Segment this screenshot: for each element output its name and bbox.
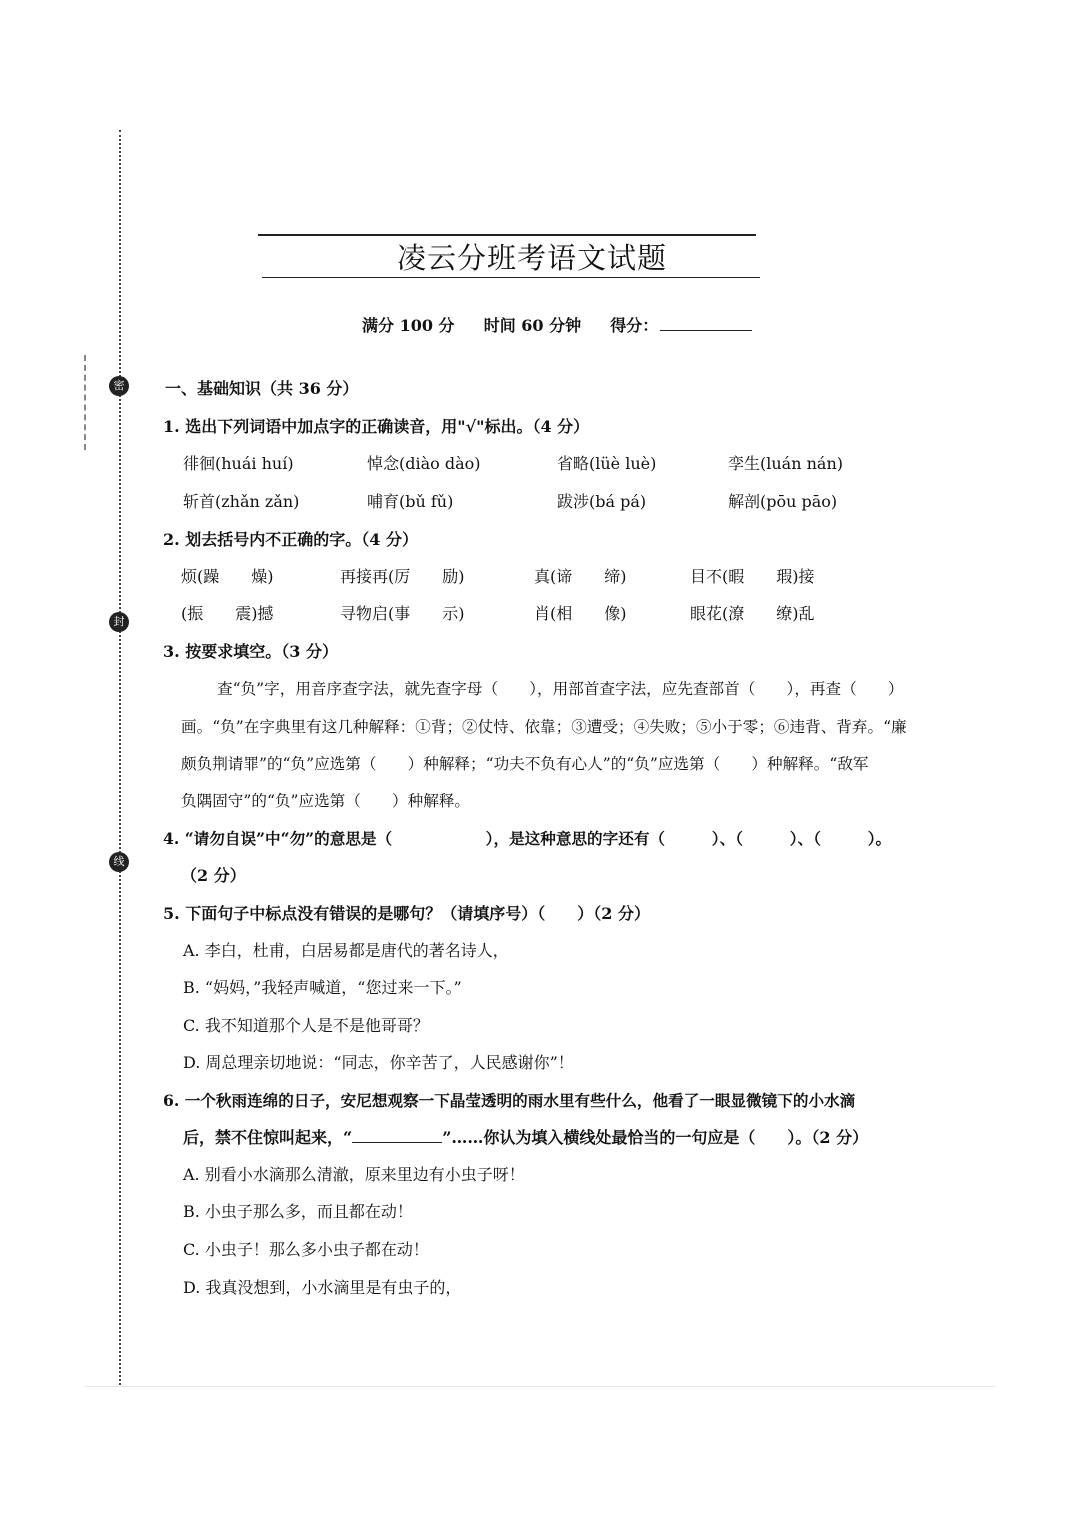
- q1-option[interactable]: 跋涉(bá pá): [557, 492, 647, 511]
- q2-option[interactable]: 寻物启(事 示): [340, 604, 465, 623]
- q6-answer-blank[interactable]: [352, 1142, 442, 1143]
- q1-option[interactable]: 解剖(pōu pāo): [728, 492, 838, 511]
- q6-line: 6. 一个秋雨连绵的日子，安尼想观察一下晶莹透明的雨水里有些什么，他看了一眼显微镜下的小水滴: [163, 1091, 856, 1110]
- q5-option-c[interactable]: C. 我不知道那个人是不是他哥哥？: [183, 1016, 429, 1035]
- q2-option[interactable]: 眼花(潦 缭)乱: [690, 604, 815, 623]
- q1-option[interactable]: 徘徊(huái huí): [183, 454, 294, 473]
- q6-option-b[interactable]: B. 小虫子那么多，而且都在动！: [183, 1202, 413, 1221]
- q3-line: 负隅固守”的“负”应选第（ ）种解释。: [181, 792, 471, 810]
- q3-line: 颇负荆请罪”的“负”应选第（ ）种解释；“功夫不负有心人”的“负”应选第（ ）种解释。“敌军: [181, 755, 869, 773]
- q2-prompt: 2. 划去括号内不正确的字。（4 分）: [163, 530, 418, 549]
- q1-prompt: 1. 选出下列词语中加点字的正确读音，用"√"标出。（4 分）: [163, 417, 590, 436]
- score-label: 得分：: [610, 316, 659, 335]
- full-marks: 满分 100 分: [362, 316, 455, 335]
- q1-option[interactable]: 斩首(zhǎn zǎn): [183, 492, 300, 511]
- q5-option-b[interactable]: B. “妈妈，”我轻声喊道，“您过来一下。”: [183, 978, 462, 997]
- q6-line2-post: ”……你认为填入横线处最恰当的一句应是（ ）。（2 分）: [442, 1128, 869, 1147]
- seal-xian: 线: [109, 852, 129, 872]
- binding-dotted-line: [119, 130, 121, 1385]
- q1-option[interactable]: 悼念(diào dào): [367, 454, 481, 473]
- page-title: 凌云分班考语文试题: [389, 241, 675, 275]
- q2-option[interactable]: 烦(躁 燥): [181, 567, 274, 586]
- q2-option[interactable]: 目不(暇 瑕)接: [690, 567, 815, 586]
- margin-mark: [84, 355, 92, 450]
- exam-meta: [362, 313, 752, 336]
- seal-feng: 封: [109, 612, 129, 632]
- exam-time: 时间 60 分钟: [483, 316, 582, 335]
- q1-option[interactable]: 孪生(luán nán): [728, 454, 843, 473]
- q6-option-c[interactable]: C. 小虫子！那么多小虫子都在动！: [183, 1240, 429, 1259]
- q5-prompt: 5. 下面句子中标点没有错误的是哪句？（请填序号）（ ）（2 分）: [163, 904, 650, 923]
- q2-option[interactable]: (振 震)撼: [181, 604, 274, 623]
- q5-option-a[interactable]: A. 李白，杜甫，白居易都是唐代的著名诗人，: [183, 941, 509, 960]
- bottom-rule: [85, 1386, 995, 1387]
- q6-option-a[interactable]: A. 别看小水滴那么清澈，原来里边有小虫子呀！: [183, 1165, 525, 1184]
- q4-points: （2 分）: [181, 866, 246, 885]
- q3-line: 画。“负”在字典里有这几种解释：①背；②仗恃、依靠；③遭受；④失败；⑤小于零；⑥违背、背弃。“廉: [181, 718, 907, 736]
- score-blank[interactable]: [660, 330, 752, 331]
- q5-option-d[interactable]: D. 周总理亲切地说：“同志，你辛苦了，人民感谢你”！: [183, 1053, 574, 1072]
- q3-prompt: 3. 按要求填空。（3 分）: [163, 642, 338, 661]
- q1-option[interactable]: 哺育(bǔ fǔ): [367, 492, 454, 511]
- q6-option-d[interactable]: D. 我真没想到，小水滴里是有虫子的，: [183, 1278, 462, 1297]
- q3-line: 查“负”字，用音序查字法，就先查字母（ ），用部首查字法，应先查部首（ ），再查（ ）: [217, 680, 904, 698]
- seal-mi: 密: [109, 376, 129, 396]
- title-rule-bottom: [262, 277, 760, 278]
- section1-heading: 一、基础知识（共 36 分）: [165, 379, 359, 398]
- q2-option[interactable]: 肖(相 像): [534, 604, 627, 623]
- q2-option[interactable]: 再接再(厉 励): [340, 567, 465, 586]
- q2-option[interactable]: 真(谛 缔): [534, 567, 627, 586]
- page-title-wrap: [258, 236, 806, 277]
- q6-line2-pre: 后，禁不住惊叫起来，“: [183, 1128, 353, 1147]
- q4-line: 4. “请勿自误”中“勿”的意思是（ ），是这种意思的字还有（ ）、（ ）、（ ）。: [163, 829, 892, 848]
- q1-option[interactable]: 省略(lüè luè): [557, 454, 657, 473]
- q6-line2: [183, 1127, 868, 1149]
